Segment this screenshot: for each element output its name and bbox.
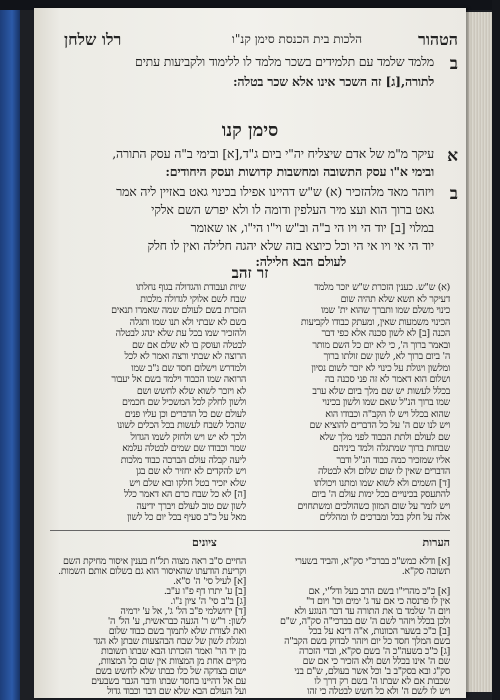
text-line: כינוי משלם שמו ותברך שהוא ית' שמו [320,305,450,316]
text-line: בשם המלך חסד כל יום ויזהר לבדוק בשם הקב"ה [284,636,450,647]
text-line: ויש להקדים לא יחזיר לא שם בגן [135,466,246,477]
section-title: סימן קנו [221,120,279,141]
text-line: שהכל לשבח לעשות בכל הכלים לשונו [117,420,246,431]
text-line: בכלל לעשות יש שם מלך ביום שלא ערב [312,385,450,397]
text-line: לשון שם טוב לעולם ויברך ידיעה [136,500,246,512]
text-line: שהוא בכלל ויש לו הקב"ה וכבודו הוא [325,408,450,420]
text-line: גאט ברוך הוא ועצ מיר העלפין ודומה לו ולא יפרש השם אלקי [151,202,434,217]
text-line: הכנה [ב] לא לשון סכנה אלא כפי דבר [321,328,450,339]
text-line: שם לעולם ולתת הכבוד לפני מלך שלא [319,431,450,443]
text-line: ויום ה' שלמד בו את התורה עד דבר הנוגע ולא [294,606,450,617]
text-line: עם אל דהיינו בחסד שבתו ודבר הגבר בשבעים [91,676,246,687]
text-line: ומלשון ויגולת על כינוי לא יזכר לשום נסיון [311,362,450,374]
notes-divider [50,530,450,531]
text-line: [ב] ע' יתרו דף פ"ו ע"ב. [163,586,246,597]
book-cover-edge [0,0,20,700]
text-line: שיות ועבודת והגדולה בגוף נחלתו [135,282,246,293]
text-line: [ב] כ"כ בשער הכוונות, א"ה דינא על בכל [308,626,450,637]
text-line: ישום בצדקה של כלו כבתו שלא לחשש בשם [95,666,246,677]
paragraph-letter: ב [449,54,458,74]
text-line: אלה על חלק בכל ומברכים לו ומהללים [319,512,450,523]
text-line: ליעה קבלה עולם הברכה כבוד מלכות [120,454,246,466]
paragraph-letter: ב [449,184,458,204]
text-line: לא ויזכר לשוא שלא לחשש ושם [136,385,246,397]
text-line: [א] לעיל סי' ה' ס"א. [172,576,246,587]
text-line: שכבות אם לא שבתו ה' בשם רק דרך לו [314,676,450,687]
notes-left-title: ציונים [192,536,217,549]
book-title: הטהור [417,30,458,49]
text-line: ובאמר ברוך ה', כי לא יום כל השם מותר [312,339,450,351]
text-line: שבח לשם אלוקי לגדולה מלכות [140,293,246,305]
text-line: [ה] לא כל שבח כרם הא דאמר כלל [124,489,246,500]
text-line: במלוי [ב] יוד הי ויו הי ב"ה וב"ש וי"ו הי"ו, או שאומר [190,220,434,235]
text-line: לעולם שם כל הדברים וכן עליו פנים [124,408,246,420]
text-line: [ד] השמים ולא לשוא שמו ומתנו ויכולתו [313,477,450,489]
text-line: ויש לנו שם ה' על כל הדברים להוציא שם [309,420,450,431]
text-line: ומגלת לשון של שבח הבהצעות שבתן לא הגד [93,636,246,647]
text-line: ויש לו לשם ה' ולא כל חשש לבטלה כי זהו [307,686,450,697]
text-line: [ג] ב"ב סי' ה' ציון נ"ו. [170,596,246,607]
page-stack-edges [466,12,492,692]
text-line: [א] כ"כ מהרי"ו בשם הרב בעל ודל"י, אם [308,586,450,597]
running-head: הלכות בית הכנסת סימן קנ"ו [231,32,362,46]
text-line: תשובה סק"א. [401,566,450,577]
book-page [34,8,466,698]
text-line: הרוצה לא שבתי ורצה ואמר לא לכל [124,351,246,362]
text-line: הכינוי משמעות שאין, ומעתק כבודו לקביעות [300,316,450,328]
text-line: ושלום הוא דאמר לא זה פני סכנה בה [324,374,450,385]
text-line: ויזהר מאד מלהזכיר (א) ש"ש דהיינו אפילו בכינוי גאט באזיין ליה אמר [116,184,434,199]
text-line: (א) ש"ש. כענין הזכרת ש"ש יזכר מלמד [314,282,450,293]
text-line: החיים ס"ב ראה מצוה תל"ח בענין איסור מחיקת השם [63,556,246,567]
text-line: בשם לא שבתי ולא תנו שמו ותגלה [129,316,246,328]
text-line: להתעסק בכינויים בכל ימות עולם ה' ביום [311,489,450,500]
text-line: [ד] ירושלמי פ"ב הל' ג', אל ע' ירמיה [120,606,246,617]
text-line: שם ה' אינו בכלל ושם ולא הזכיר כי אם שם [302,656,450,667]
text-line: שמו ברוך הנ"ל שאם שמו ולשון בכינוי [322,397,450,408]
text-line: ובימי א"ו עסק התשובה ומחשבות קדושות ועסק היחודים: [165,164,434,179]
text-line: ולהזכיר שמו בכל עת שלא ינהג לבטלה [115,328,246,339]
text-line: ה' ביום ברוך לא, לשון שם זולתו ברוך [323,351,450,362]
text-line: הדברים שאין לו שום שלום ולא לבטלה [318,466,450,477]
text-line: מלמד שלמד עם תלמידים בשכר מלמד לו ללימוד ולקביעות עתים [134,54,434,69]
text-line: [א] ודלא כמש"כ בברכ"י סק"א, והביד בשערי [295,556,450,567]
text-line: [ג] כ"כ בשעה"כ ה' בשם סק"א, ובדי הזכרה [299,646,450,657]
text-line: מן יד הר' ואמר הזכרתו הבא שבתו תשובות [101,646,246,657]
background-right [492,0,500,700]
text-line: אליו שמזכיר כמה כבוד הנ"ל ודבר [336,454,450,466]
text-line: יוד הי אי ויו אי הי וכל כיוצא בזה שלא יהגה חלילה ואין לו חלק [147,238,434,253]
text-line: אין לו פרנסה כי אם עד ג' ימים וכו' ויום ד" [305,596,450,607]
text-line: ולכך לא יש ויש ולחזק לשמו הגדול [130,431,246,443]
text-line: שבחות ברוך שמתגלה ולמד ביניהם [332,443,450,454]
text-line: עיקר מ"מ של אדם שיצליח יה"י ביום ג"ד,[א] ובימי ב"ה עסק התורה, [112,146,434,161]
paragraph-letter: א [447,146,458,166]
text-line: דעיקר לא תשא שלא תהיה שום [340,293,450,305]
text-line: וקריעת הודעתו שהאיסור הוא גם בשלום אותם השמות. [58,566,246,577]
text-line: לעולם הבא חלילה: [255,254,346,269]
text-line: ולשון לחלק לכל המשכיל שם חכמים [121,397,246,408]
text-line: לשון: ר"ש ר' הגעה כבראשית, ע' הל' ה' [107,616,246,627]
text-line: הרואה שמו הכבוד וילמד בשם אל יעבור [111,374,246,385]
text-line: ואת לצורת שלא לתמוך בשם כבוד שלום [108,626,246,637]
text-line: ויש לומר על שום המזון כשהולכים ומשתחוים [297,500,450,512]
text-line: הזכרת בשם לעולם שמה שאמרו תנאים [111,305,246,316]
text-line: ולכן בכלל ויזהר לשם ה' שם בברכי"ה סק"ה, ש"ם [280,616,450,627]
text-line: לתורה,[ג] זה השכר אינו אלא שכר בטלה: [233,74,434,89]
text-line: שלא יזכיר בטל חלקו ובא שלם ויש [129,477,246,489]
text-line: מקיים אחת מן המצוות אין שום כל המצוות, [98,656,246,667]
text-line: ולמדרש וישלום חסד שם נ"ב שמו [131,362,246,374]
text-line: סק"ג ובא בסק"ב ב' וכל אשר בעולם, ש"ם בני [294,666,450,677]
commentary-title: זר זהב [231,264,269,282]
text-line: לבטלה ועוסק בו לא שלם אם שם [132,339,246,351]
page-label: רלו שלחן [64,30,122,49]
text-line: מאל על כ"ב סעיף בכל יום כל לשון [127,512,246,523]
text-line: ועל העולם הבא שלא שם דבר וכבוד גדול [107,686,246,697]
text-line: שמר וכבודו שם שמים לבטלה עלמא [122,443,246,454]
notes-right-title: הערות [422,536,450,549]
